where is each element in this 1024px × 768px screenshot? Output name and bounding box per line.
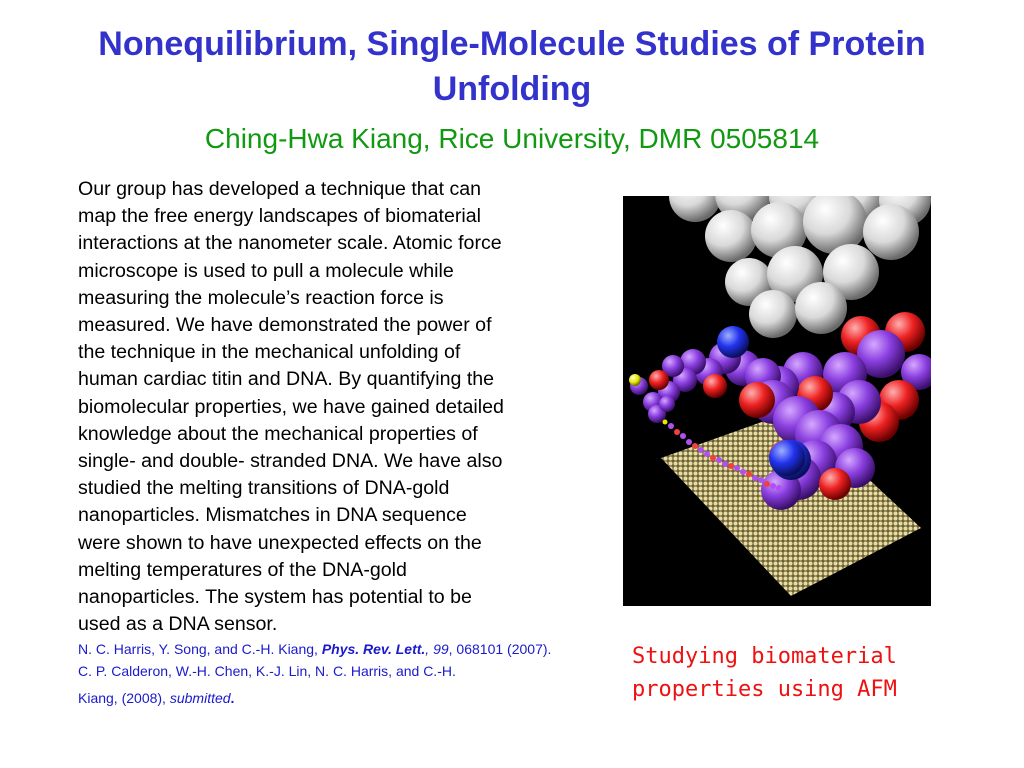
figure-caption: Studying biomaterial properties using AFM xyxy=(632,644,897,702)
slide-title: Nonequilibrium, Single-Molecule Studies of Protein Unfolding xyxy=(98,25,926,108)
reference-1-pages: , 068101 (2007). xyxy=(448,641,552,657)
afm-molecule-image xyxy=(623,196,931,606)
references xyxy=(78,640,578,708)
reference-2-authors-line2: Kiang, (2008), xyxy=(78,690,170,706)
reference-2-end: . xyxy=(230,690,235,706)
slide-subtitle: Ching-Hwa Kiang, Rice University, DMR 0505814 xyxy=(204,123,820,154)
reference-1-separator: , xyxy=(425,641,434,657)
reference-2-authors-line1: C. P. Calderon, W.-H. Chen, K.-J. Lin, N. C. Harris, and C.-H. xyxy=(78,663,456,679)
reference-2-status: submitted xyxy=(169,690,231,706)
afm-tip-atoms xyxy=(669,196,931,338)
reference-2 xyxy=(78,661,578,708)
reference-1-volume: 99 xyxy=(433,641,449,657)
reference-1-journal: Phys. Rev. Lett. xyxy=(321,641,426,657)
reference-1 xyxy=(78,640,578,659)
reference-1-authors: N. C. Harris, Y. Song, and C.-H. Kiang, xyxy=(78,641,322,657)
molecule-illustration xyxy=(623,196,931,606)
body-paragraph: Our group has developed a technique that can map the free energy landscapes of biomaterial interactions at the nanometer scale. Atomic force microscope is used to pull a molecule while measuring the molecule’s reaction force is measured. We have demonstrated the power of the technique in the mechanical unfolding of human cardiac titin and DNA. By quantifying the biomolecular properties, we have gained detailed knowledge about the mechanical properties of single- and double- stranded DNA. We have also studied the melting transitions of DNA-gold nanoparticles. Mismatches in DNA sequence were shown to have unexpected effects on the melting temperatures of the DNA-gold nanoparticles. The system has potential to be used as a DNA sensor. xyxy=(78,178,504,636)
